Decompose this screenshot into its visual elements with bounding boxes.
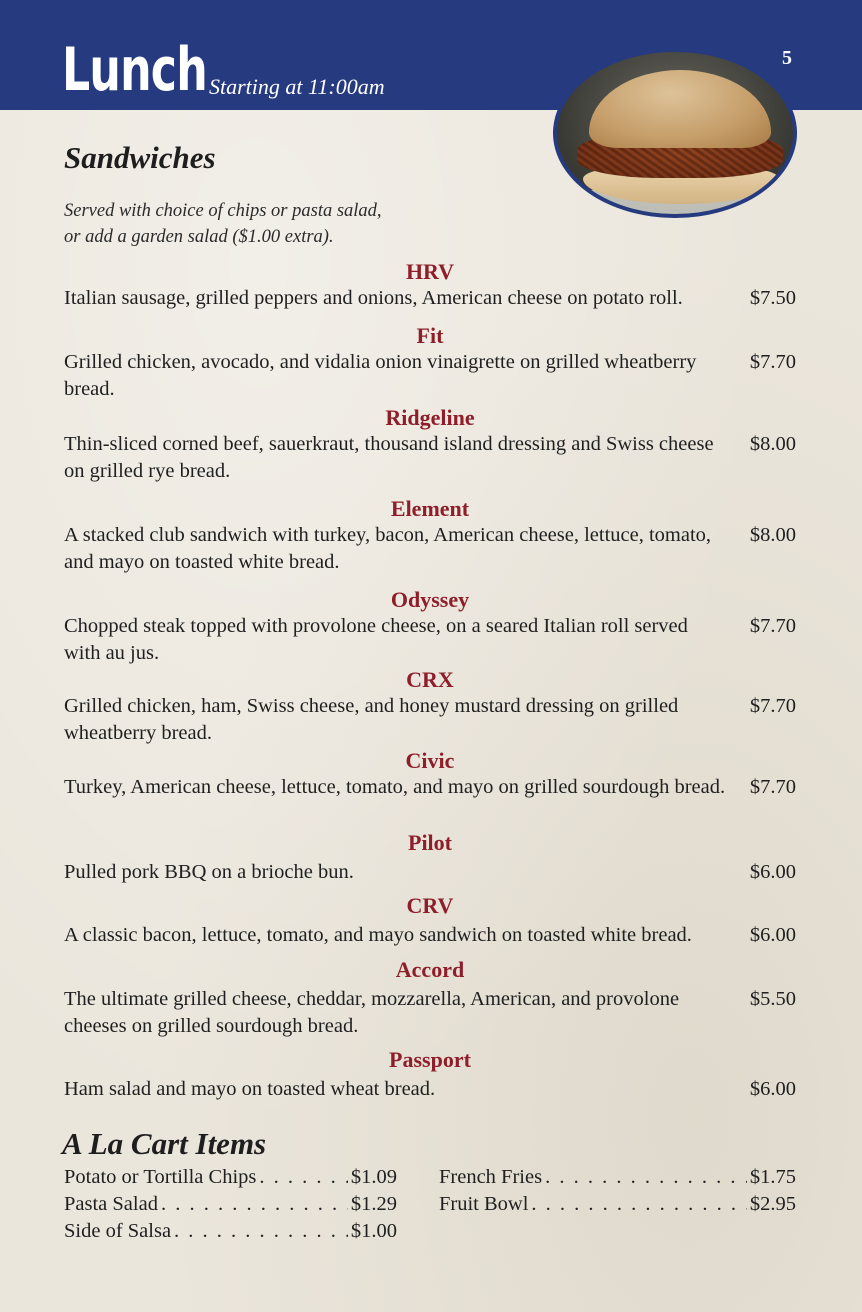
alacart-left-column — [64, 1164, 397, 1245]
item-price: $7.70 — [749, 695, 796, 717]
item-description: The ultimate grilled cheese, cheddar, mozzarella, American, and provolone cheeses on grilled sourdough bread. — [64, 988, 680, 1037]
item-description: Grilled chicken, avocado, and vidalia onion vinaigrette on grilled wheatberry bread. — [64, 351, 697, 400]
alacart-item-name: Pasta Salad — [64, 1193, 158, 1215]
menu-item — [64, 323, 796, 403]
alacart-item-price: $1.09 — [350, 1166, 397, 1188]
menu-item — [64, 1047, 796, 1103]
item-price: $7.50 — [749, 287, 796, 309]
sandwich-photo — [553, 48, 797, 218]
item-description: Chopped steak topped with provolone cheese, on a seared Italian roll served with au jus. — [64, 615, 688, 664]
alacart-item-price: $1.29 — [350, 1193, 397, 1215]
item-name: Fit — [416, 323, 444, 348]
item-description: Grilled chicken, ham, Swiss cheese, and honey mustard dressing on grilled wheatberry bread. — [64, 695, 679, 744]
item-description: Thin-sliced corned beef, sauerkraut, thousand island dressing and Swiss cheese on grilled rye bread. — [64, 433, 714, 482]
alacart-item-price: $1.75 — [749, 1166, 796, 1188]
menu-item — [64, 587, 796, 667]
leader-dots — [174, 1218, 348, 1245]
item-name: CRX — [406, 667, 454, 692]
item-price: $7.70 — [749, 351, 796, 373]
menu-item — [64, 957, 796, 1040]
item-price: $6.00 — [749, 861, 796, 883]
alacart-right-column — [439, 1164, 796, 1218]
alacart-item — [439, 1191, 796, 1218]
alacart-item-name: Side of Salsa — [64, 1220, 172, 1242]
item-name: Odyssey — [390, 587, 470, 612]
alacart-heading: A La Cart Items — [62, 1126, 267, 1161]
item-description: Turkey, American cheese, lettuce, tomato, and mayo on grilled sourdough bread. — [64, 776, 726, 798]
sandwiches-heading: Sandwiches — [64, 140, 216, 175]
menu-item — [64, 259, 796, 312]
item-description: Italian sausage, grilled peppers and onions, American cheese on potato roll. — [64, 287, 683, 309]
sandwiches-note — [64, 198, 484, 250]
menu-item — [64, 748, 796, 801]
item-name: Pilot — [408, 830, 452, 855]
menu-item — [64, 893, 796, 949]
alacart-item — [64, 1164, 397, 1191]
item-description: A stacked club sandwich with turkey, bacon, American cheese, lettuce, tomato, and mayo on toasted white bread. — [64, 524, 712, 573]
item-price: $6.00 — [749, 924, 796, 946]
note-line-2: or add a garden salad ($1.00 extra). — [64, 227, 334, 247]
item-price: $8.00 — [749, 433, 796, 455]
item-description: A classic bacon, lettuce, tomato, and mayo sandwich on toasted white bread. — [64, 924, 692, 946]
item-price: $6.00 — [749, 1078, 796, 1100]
leader-dots — [161, 1191, 348, 1218]
note-line-1: Served with choice of chips or pasta salad, — [64, 201, 382, 221]
alacart-item-price: $1.00 — [350, 1220, 397, 1242]
item-price: $7.70 — [749, 615, 796, 637]
alacart-item-name: French Fries — [439, 1166, 543, 1188]
alacart-item-name: Fruit Bowl — [439, 1193, 529, 1215]
menu-item — [64, 667, 796, 747]
item-price: $7.70 — [749, 776, 796, 798]
menu-item — [64, 830, 796, 886]
item-name: Civic — [405, 748, 455, 773]
item-name: Ridgeline — [385, 405, 475, 430]
alacart-item-price: $2.95 — [749, 1193, 796, 1215]
item-description: Ham salad and mayo on toasted wheat bread. — [64, 1078, 436, 1100]
alacart-item — [64, 1191, 397, 1218]
menu-item — [64, 405, 796, 485]
alacart-item-name: Potato or Tortilla Chips — [64, 1166, 257, 1188]
leader-dots — [259, 1164, 348, 1191]
item-name: CRV — [406, 893, 454, 918]
page-number: 5 — [782, 47, 792, 69]
leader-dots — [545, 1164, 747, 1191]
alacart-item — [64, 1218, 397, 1245]
item-name: Passport — [389, 1047, 471, 1072]
alacart-item — [439, 1164, 796, 1191]
item-price: $5.50 — [749, 988, 796, 1010]
bun-top-shape — [589, 70, 771, 148]
item-name: Accord — [395, 957, 465, 982]
item-price: $8.00 — [749, 524, 796, 546]
leader-dots — [531, 1191, 746, 1218]
item-description: Pulled pork BBQ on a brioche bun. — [64, 861, 354, 883]
menu-item — [64, 496, 796, 576]
page-subtitle: Starting at 11:00am — [209, 74, 385, 99]
item-name: Element — [390, 496, 470, 521]
item-name: HRV — [405, 259, 455, 284]
page-title: Lunch — [62, 35, 207, 105]
